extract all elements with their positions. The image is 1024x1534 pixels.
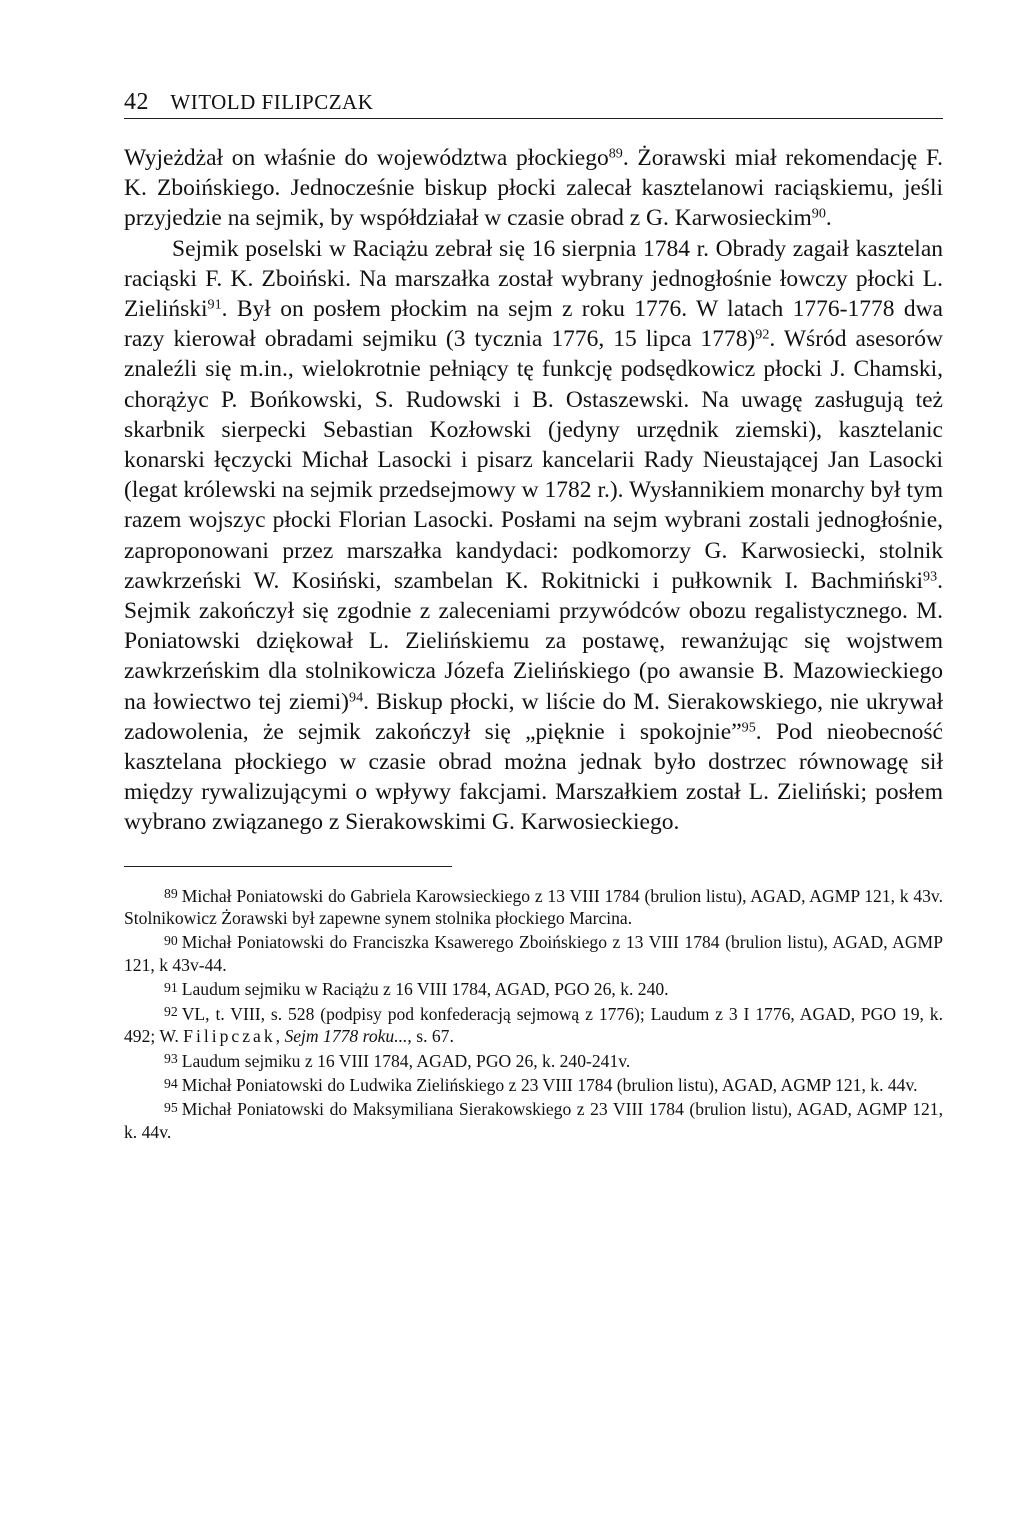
- footnote-number: 90: [164, 933, 178, 949]
- paragraph: [124, 143, 943, 234]
- footnote-reference: 89: [608, 145, 623, 162]
- text-run: .: [825, 205, 832, 232]
- text-run: . Pod nieobecność kasztelana płockiego w czasie obrad można jednak było dostrzec równowagę sił między rywalizującymi o wpływy fakcjami. Marszałkiem został L. Zieliński; posłem wybrano związanego z Sierakowskimi G. Karwosieckiego.: [124, 718, 943, 836]
- text-run: , s. 67.: [407, 1026, 454, 1047]
- text-run: . Sejmik zakończył się zgodnie z zaleceniami przywódców obozu regalistycznego. M. Poniatowski dziękował L. Zielińskiemu za postawę, rewanżując się wojstwem zawkrzeńskim dla stolnikowicza Józefa Zielińskiego (po awansie B. Mazowieckiego na łowiectwo tej ziemi): [124, 567, 943, 715]
- footnote-reference: 90: [811, 205, 826, 222]
- text-run: Michał Poniatowski do Franciszka Ksawerego Zboińskiego z 13 VIII 1784 (brulion listu), AGAD, AGMP 121, k 43v-44.: [124, 932, 943, 975]
- footnote: [124, 931, 943, 976]
- footnote-reference: 91: [207, 296, 222, 313]
- footnote-reference: 93: [923, 568, 938, 585]
- footnotes: [124, 885, 943, 1143]
- footnote-number: 89: [164, 886, 178, 902]
- running-head-author: WITOLD FILIPCZAK: [170, 90, 374, 114]
- footnote: [124, 1050, 943, 1072]
- text-run: Wyjeżdżał on właśnie do województwa płockiego: [124, 145, 609, 171]
- footnote-reference: 95: [741, 719, 756, 736]
- book-page: [124, 88, 943, 1145]
- paragraph: [124, 234, 943, 838]
- footnote: [124, 1074, 943, 1096]
- text-run: Laudum sejmiku w Raciążu z 16 VIII 1784, AGAD, PGO 26, k. 240.: [181, 979, 669, 1000]
- text-run: . Był on posłem płockim na sejm z roku 1776. W latach 1776-1778 dwa razy kierował obradami sejmiku (3 tycznia 1776, 15 lipca 1778): [124, 296, 943, 353]
- text-run: Michał Poniatowski do Maksymiliana Sierakowskiego z 23 VIII 1784 (brulion listu), AGAD, AGMP 121, k. 44v.: [124, 1099, 943, 1142]
- footnote-number: 91: [164, 979, 178, 995]
- main-text: [124, 143, 943, 838]
- text-run: VL, t. VIII, s. 528 (podpisy pod konfederacją sejmową z 1776); Laudum z 3 I 1776, AGAD, PGO 19, k. 492; W.: [124, 1003, 943, 1047]
- footnote-number: 94: [164, 1075, 178, 1091]
- footnote: [124, 1098, 943, 1143]
- text-run: . Biskup płocki, w liście do M. Sierakowskiego, nie ukrywał zadowolenia, że sejmik zakończył się „pięknie i spokojnie”: [124, 688, 943, 745]
- text-run: ,: [275, 1026, 285, 1047]
- text-run: Sejmik poselski w Raciążu zebrał się 16 sierpnia 1784 r. Obrady zagaił kasztelan raciąski F. K. Zboiński. Na marszałka został wybrany jednogłośnie łowczy płocki L. Zieliński: [124, 235, 943, 323]
- text-run: Michał Poniatowski do Ludwika Zielińskiego z 23 VIII 1784 (brulion listu), AGAD, AGMP 121, k. 44v.: [181, 1074, 918, 1095]
- footnote: [124, 885, 943, 930]
- spaced-author-name: Filipczak: [183, 1026, 276, 1047]
- footnote-number: 95: [164, 1099, 178, 1115]
- footnote: [124, 978, 943, 1000]
- page-number: 42: [124, 89, 149, 115]
- italic-title: Sejm 1778 roku...: [284, 1026, 408, 1047]
- text-run: . Wśród asesorów znaleźli się m.in., wielokrotnie pełniący tę funkcję podsędkowicz płocki J. Chamski, chorążyc P. Bońkowski, S. Rudowski i B. Ostaszewski. Na uwagę zasługują też skarbnik sierpecki Sebastian Kozłowski (jedyny urzędnik ziemski), kasztelanic konarski łęczycki Michał Lasocki i pisarz kancelarii Rady Nieustającej Jan Lasocki (legat królewski na sejmik przedsejmowy w 1782 r.). Wysłannikiem monarchy był tym razem wojszyc płocki Florian Lasocki. Posłami na sejm wybrani zostali jednogłośnie, zaproponowani przez marszałka kandydaci: podkomorzy G. Karwosiecki, stolnik zawkrzeński W. Kosiński, szambelan K. Rokitnicki i pułkownik I. Bachmiński: [124, 326, 943, 594]
- text-run: . Żorawski miał rekomendację F. K. Zboińskiego. Jednocześnie biskup płocki zalecał kasztelanowi raciąskiemu, jeśli przyjedzie na sejmik, by współdziałał w czasie obrad z G. Karwosieckim: [124, 145, 944, 232]
- footnote-reference: 94: [349, 688, 364, 705]
- footnote-number: 92: [164, 1004, 178, 1020]
- text-run: Michał Poniatowski do Gabriela Karowsieckiego z 13 VIII 1784 (brulion listu), AGAD, AGMP 121, k 43v. Stolnikowicz Żorawski był zapewne synem stolnika płockiego Marcina.: [124, 885, 943, 929]
- footnote-reference: 92: [755, 326, 770, 343]
- running-head: [124, 88, 943, 119]
- footnote-number: 93: [164, 1051, 178, 1067]
- text-run: Laudum sejmiku z 16 VIII 1784, AGAD, PGO 26, k. 240-241v.: [181, 1050, 631, 1071]
- footnote-separator: [124, 866, 452, 867]
- footnote: [124, 1003, 943, 1048]
